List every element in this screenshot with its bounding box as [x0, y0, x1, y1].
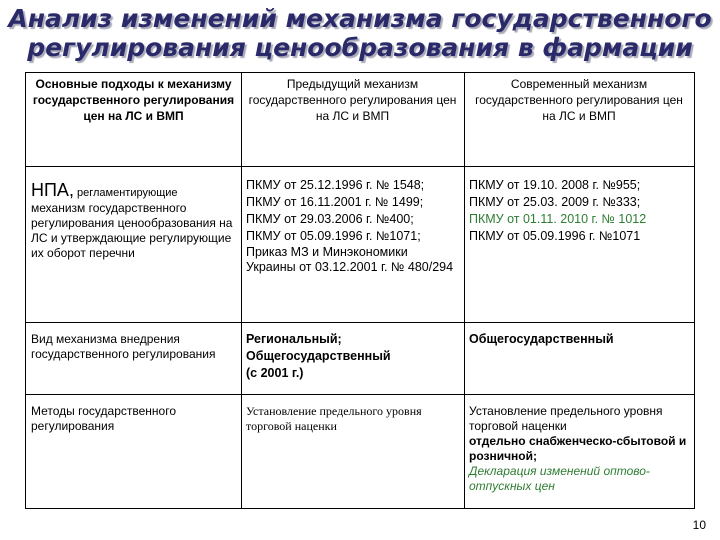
row3-label: Методы государственного регулирования [31, 404, 177, 433]
header-previous-mechanism: Предыдущий механизм государственного регулирования цен на ЛС и ВМП [248, 77, 457, 123]
column-divider [694, 73, 695, 509]
row-divider [26, 166, 695, 167]
row3-current-bold: отдельно снабженческо-сбытовой и розничной; [469, 434, 687, 463]
comparison-table [25, 72, 695, 509]
header-current-mechanism: Современный механизм государственного регулирования цен на ЛС и ВМП [475, 77, 683, 123]
list-item: (с 2001 г.) [246, 366, 304, 380]
row3-current [464, 400, 694, 508]
row1-label-lead-rest: регламентирующие [73, 187, 178, 199]
page-number: 10 [692, 518, 706, 532]
row1-label-lead: НПА, [31, 180, 74, 200]
list-item-highlighted: ПКМУ от 01.11. 2010 г. № 1012 [469, 212, 647, 226]
row-divider [26, 322, 695, 323]
row-divider [26, 394, 695, 395]
list-item: ПКМУ от 19.10. 2008 г. №955; [469, 178, 641, 192]
title-line-1: Анализ изменений механизма государственного [8, 4, 712, 33]
row1-current [464, 173, 694, 322]
list-item: Приказ МЗ и Минэкономики Украины от 03.12.2001 г. № 480/294 [246, 245, 454, 274]
list-item: ПКМУ от 29.03.2006 г. №400; [246, 212, 414, 226]
list-item: ПКМУ от 25.03. 2009 г. №333; [469, 195, 641, 209]
list-item: ПКМУ от 16.11.2001 г. № 1499; [246, 195, 424, 209]
list-item: ПКМУ от 05.09.1996 г. №1071 [469, 229, 641, 243]
list-item: Региональный; [246, 332, 342, 346]
list-item: ПКМУ от 25.12.1996 г. № 1548; [246, 178, 425, 192]
row1-label [26, 179, 241, 322]
row3-current-plain: Установление предельного уровня торговой наценки [469, 404, 663, 433]
row2-previous [241, 327, 464, 394]
list-item: Общегосударственный [246, 349, 391, 363]
row1-previous [241, 173, 464, 322]
row3-previous: Установление предельного уровня торговой наценки [246, 404, 422, 433]
list-item: ПКМУ от 05.09.1996 г. №1071; [246, 229, 421, 243]
row2-label: Вид механизма внедрения государственного регулирования [31, 332, 216, 361]
header-approaches: Основные подходы к механизму государственного регулирования цен на ЛС и ВМП [32, 77, 235, 123]
title-line-2: регулирования ценообразования в фармации [27, 33, 693, 62]
row1-label-rest: механизм государственного регулирования ценообразования на ЛС и утверждающие регулирующие их оборот перечни [31, 201, 233, 260]
row-divider [26, 508, 695, 509]
row3-current-green: Декларация изменений оптово-отпускных цен [469, 464, 650, 493]
page-title [0, 4, 720, 62]
row2-current: Общегосударственный [469, 332, 614, 346]
